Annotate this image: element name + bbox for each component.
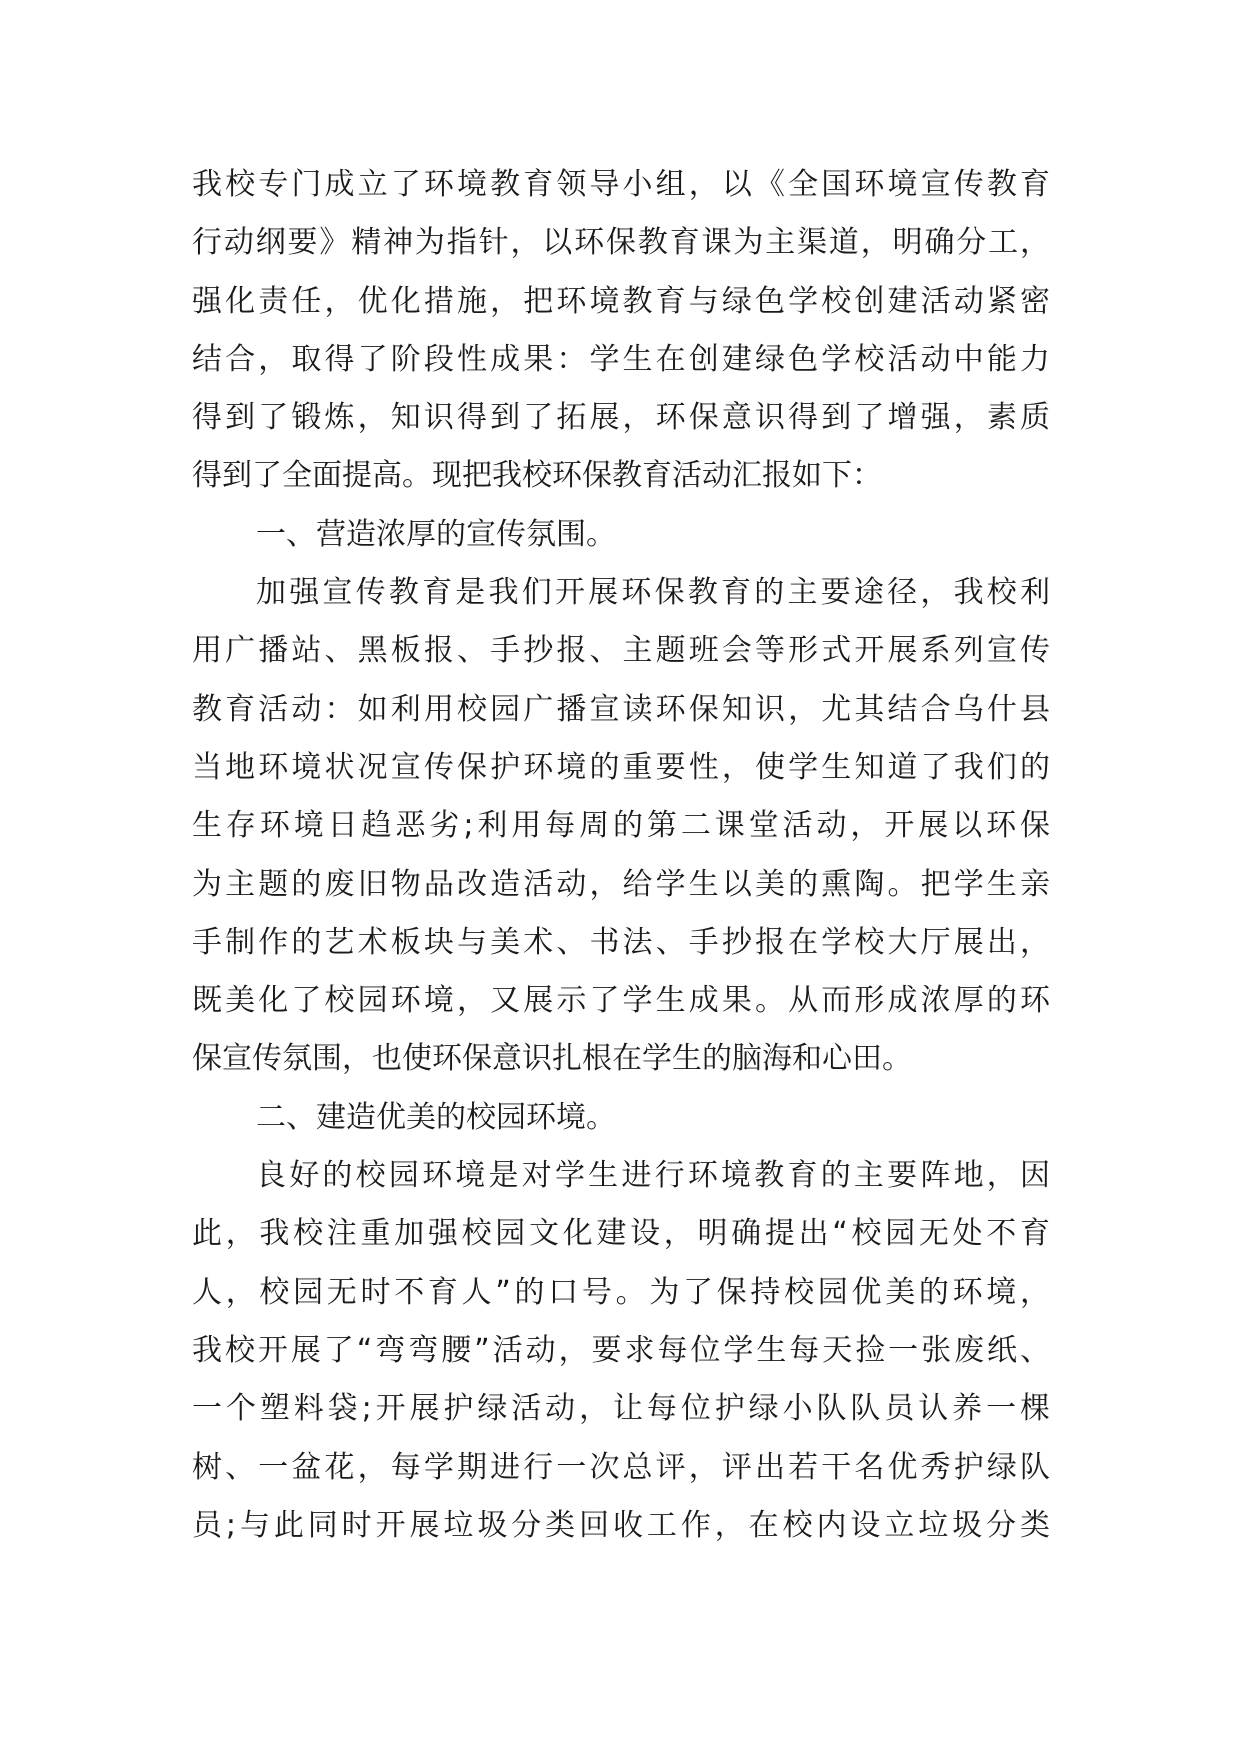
text-line: 生存环境日趋恶劣;利用每周的第二课堂活动，开展以环保 [192, 808, 1050, 844]
text-line: 既美化了校园环境，又展示了学生成果。从而形成浓厚的环 [192, 983, 1050, 1019]
text-line: 良好的校园环境是对学生进行环境教育的主要阵地，因 [256, 1158, 1050, 1194]
document-body [192, 156, 1050, 1555]
text-line: 当地环境状况宣传保护环境的重要性，使学生知道了我们的 [192, 749, 1050, 785]
text-line: 得到了锻炼，知识得到了拓展，环保意识得到了增强，素质 [192, 400, 1050, 436]
text-line: 我校开展了“弯弯腰”活动，要求每位学生每天捡一张废纸、 [192, 1332, 1050, 1368]
text-line: 我校专门成立了环境教育领导小组，以《全国环境宣传教育 [192, 167, 1050, 202]
text-line: 保宣传氛围，也使环保意识扎根在学生的脑海和心田。 [192, 1041, 912, 1077]
text-line: 二、建造优美的校园环境。 [256, 1099, 616, 1135]
text-line: 强化责任，优化措施，把环境教育与绿色学校创建活动紧密 [192, 283, 1050, 319]
text-line: 为主题的废旧物品改造活动，给学生以美的熏陶。把学生亲 [192, 866, 1050, 902]
text-line: 手制作的艺术板块与美术、书法、手抄报在学校大厅展出， [192, 924, 1050, 960]
text-line: 结合，取得了阶段性成果：学生在创建绿色学校活动中能力 [192, 341, 1050, 377]
text-line: 人，校园无时不育人”的口号。为了保持校园优美的环境， [192, 1274, 1050, 1310]
text-line: 此，我校注重加强校园文化建设，明确提出“校园无处不育 [192, 1216, 1050, 1252]
text-line: 树、一盆花，每学期进行一次总评，评出若干名优秀护绿队 [192, 1449, 1050, 1485]
text-line: 员;与此同时开展垃圾分类回收工作，在校内设立垃圾分类 [192, 1507, 1050, 1543]
text-line: 教育活动：如利用校园广播宣读环保知识，尤其结合乌什县 [192, 691, 1050, 727]
text-line: 得到了全面提高。现把我校环保教育活动汇报如下： [192, 458, 882, 494]
text-line: 加强宣传教育是我们开展环保教育的主要途径，我校利 [256, 575, 1050, 611]
text-line: 一个塑料袋;开展护绿活动，让每位护绿小队队员认养一棵 [192, 1391, 1050, 1427]
text-line: 行动纲要》精神为指针，以环保教育课为主渠道，明确分工， [192, 225, 1050, 261]
text-line: 用广播站、黑板报、手抄报、主题班会等形式开展系列宣传 [192, 633, 1050, 669]
text-line: 一、营造浓厚的宣传氛围。 [256, 516, 616, 552]
